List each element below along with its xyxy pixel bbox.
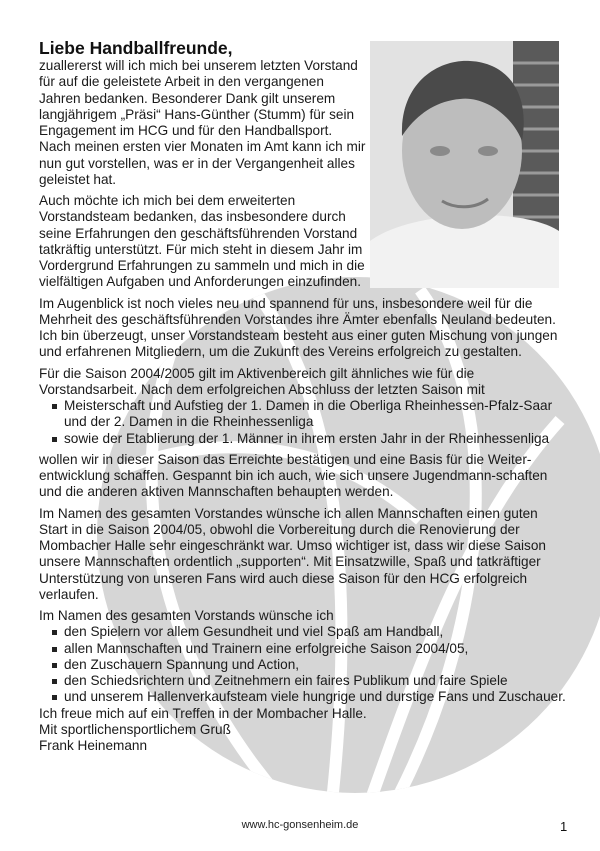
paragraph-season-goals: wollen wir in dieser Saison das Erreichte bestätigen und eine Basis für die Weiter-entwicklung schaffen. Gespannt bin ich auch, wie sich unsere Jugendmann-schaften und die anderen aktiven Mannschaften behaupten werden. [39,451,548,500]
paragraph-wishes-intro: Im Namen des gesamten Vorstands wünsche ich [39,608,334,623]
bullet-icon [52,437,57,442]
closing-line: Ich freue mich auf ein Treffen in der Mombacher Halle. [39,705,367,721]
list-item: sowie der Etablierung der 1. Männer in ihrem ersten Jahr in der Rheinhessenliga [64,431,569,447]
bullet-icon [52,404,57,409]
paragraph-season-intro: Für die Saison 2004/2005 gilt im Aktivenbereich gilt ähnliches wie für die Vorstandsarbeit. Nach dem erfolgreichen Abschluss der letzten Saison mit [39,365,485,397]
bullet-icon [52,663,57,668]
page-number: 1 [560,819,568,834]
list-item: allen Mannschaften und Trainern eine erfolgreiche Saison 2004/05, [64,641,569,657]
list-item: Meisterschaft und Aufstieg der 1. Damen in die Oberliga Rheinhessen-Pfalz-Saar und der 2. Damen in die Rheinhessenliga [64,398,569,431]
list-item: und unserem Hallenverkaufsteam viele hungrige und durstige Fans und Zuschauer. [64,689,569,705]
signature: Frank Heinemann [39,738,148,753]
author-photo [370,41,559,288]
paragraph-new-and-exciting: Im Augenblick ist noch vieles neu und spannend für uns, insbesondere weil für die Mehrheit des geschäftsführenden Vorstandes ihre Ämter ebenfalls Neuland bedeuten. Ich bin überzeugt, unser Vorstandsteam besteht aus einer guten Mischung von jungen und erfahrenen Mitgliedern, um die Zukunft des Vereins erfolgreich zu gestalten. [39,295,558,360]
letter-greeting: Liebe Handballfreunde, [39,38,233,58]
paragraph-thanks-extended-board: Auch möchte ich mich bei dem erweiterten Vorstandsteam bedanken, das insbesondere durch seine Erfahrungen den geschäftsführenden Vorstand tatkräftig unterstützt. Für mich steht in diesem Jahr im Vordergrund Erfahrungen zu sammeln und mich in die vielfältigen Aufgaben und Anforderungen einzufinden. [39,193,365,290]
bullet-icon [52,647,57,652]
bullet-icon [52,679,57,684]
footer-website-link[interactable]: www.hc-gonsenheim.de [241,819,359,831]
season-achievements-list [39,398,569,447]
portrait-image [370,41,559,288]
bullet-icon [52,695,57,700]
paragraph-thanks-previous-board: zuallererst will ich mich bei unserem letzten Vorstand für auf die geleistete Arbeit in den vergangenen Jahren bedanken. Besonderer Dank gilt unserem langjährigem „Präsi“ Hans-Günther (Stumm) für sein Engagement im HCG und für den Handballsport. Nach meinen ersten vier Monaten im Amt kann ich mir nun gut vorstellen, was er in der Vergangenheit alles geleistet hat. [39,58,366,187]
paragraph-good-start: Im Namen des gesamten Vorstandes wünsche ich allen Mannschaften einen guten Start in die Saison 2004/05, obwohl die Vorbereitung durch die Renovierung der Mombacher Halle sehr eingeschränkt war. Umso wichtiger ist, dass wir diese Saison unsere Mannschaften ordentlich „supporten“. Mit Einsatzwille, Spaß und tatkräftiger Unterstützung von unseren Fans wird auch diese Saison für den HCG erfolgreich verlaufen. [39,505,546,602]
list-item: den Schiedsrichtern und Zeitnehmern ein faires Publikum und faire Spiele [64,673,569,689]
wishes-list [39,624,569,705]
list-item: den Zuschauern Spannung und Action, [64,657,569,673]
sign-off: Mit sportlichensportlichem Gruß [39,721,231,737]
list-item: den Spielern vor allem Gesundheit und viel Spaß am Handball, [64,624,569,640]
bullet-icon [52,630,57,635]
